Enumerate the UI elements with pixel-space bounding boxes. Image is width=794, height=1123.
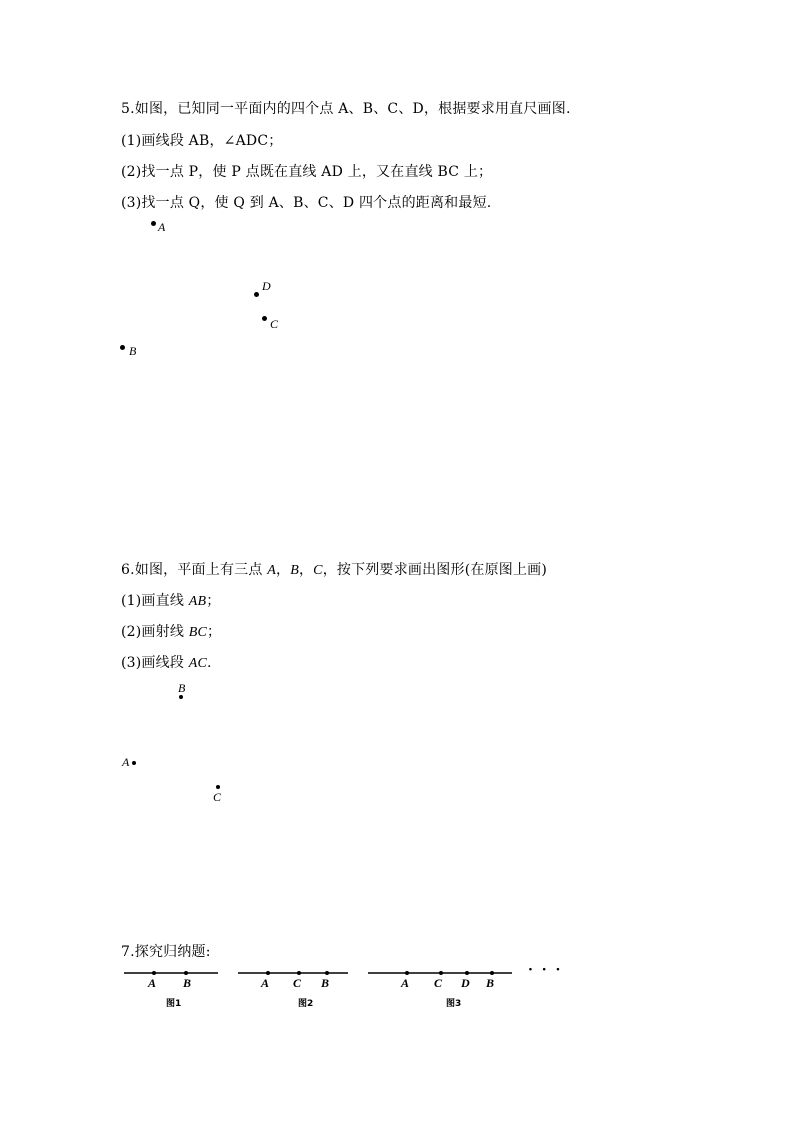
label-c: C bbox=[270, 317, 279, 331]
q6-item-3: (3)画线段 AC. bbox=[121, 655, 212, 671]
fig2-label-b: B bbox=[321, 976, 330, 990]
fig2-point-a bbox=[266, 971, 270, 975]
fig1-point-b bbox=[184, 971, 188, 975]
fig3-label-c: C bbox=[434, 976, 443, 990]
fig3-label-a: A bbox=[401, 976, 410, 990]
fig1-point-a bbox=[152, 971, 156, 975]
fig3-point-c bbox=[439, 971, 443, 975]
fig1-caption: 图1 bbox=[166, 999, 182, 1009]
fig2-point-c bbox=[297, 971, 301, 975]
q5-item-1: (1)画线段 AB，∠ADC； bbox=[121, 133, 283, 149]
q7-title: 7.探究归纳题: bbox=[121, 944, 211, 960]
fig3-label-d: D bbox=[461, 976, 470, 990]
label-a: A bbox=[122, 755, 130, 769]
fig1-label-b: B bbox=[183, 976, 192, 990]
fig3-caption: 图3 bbox=[446, 999, 462, 1009]
label-b: B bbox=[178, 681, 186, 695]
q5-title: 5.如图，已知同一平面内的四个点 A、B、C、D，根据要求用直尺画图. bbox=[121, 101, 571, 117]
fig3-point-d bbox=[465, 971, 469, 975]
q6-item-2: (2)画射线 BC； bbox=[121, 624, 222, 640]
fig3-label-b: B bbox=[486, 976, 495, 990]
q6-title: 6.如图，平面上有三点 A，B，C，按下列要求画出图形(在原图上画) bbox=[121, 562, 548, 578]
q6-item-1: (1)画直线 AB； bbox=[121, 593, 221, 609]
fig2-label-a: A bbox=[261, 976, 270, 990]
fig2-label-c: C bbox=[293, 976, 302, 990]
label-a: A bbox=[158, 220, 166, 234]
fig2-caption: 图2 bbox=[298, 999, 314, 1009]
label-c: C bbox=[213, 790, 222, 804]
fig2-point-b bbox=[325, 971, 329, 975]
ellipsis: · · · bbox=[528, 962, 563, 978]
fig3-point-b bbox=[490, 971, 494, 975]
q5-item-2: (2)找一点 P，使 P 点既在直线 AD 上，又在直线 BC 上； bbox=[121, 164, 493, 180]
label-b: B bbox=[129, 344, 137, 358]
label-d: D bbox=[262, 279, 271, 293]
fig3-point-a bbox=[405, 971, 409, 975]
fig1-label-a: A bbox=[148, 976, 157, 990]
q5-item-3: (3)找一点 Q，使 Q 到 A、B、C、D 四个点的距离和最短. bbox=[121, 195, 492, 211]
